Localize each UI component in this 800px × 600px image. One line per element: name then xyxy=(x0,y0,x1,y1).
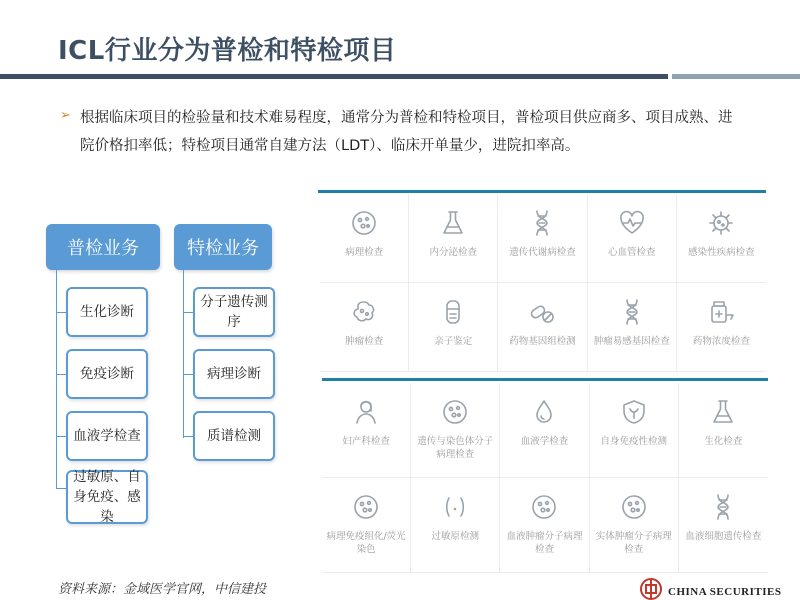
top-test-label: 病理检查 xyxy=(345,247,384,258)
tree-connector xyxy=(56,436,66,437)
bottom-test-cell xyxy=(411,383,500,478)
bottom-test-label: 遗传与染色体分子病理检查 xyxy=(417,436,494,460)
top-test-label: 遗传代谢病检查 xyxy=(509,247,576,258)
top-test-label: 感染性疾病检查 xyxy=(688,247,755,258)
special-item-pathology: 病理诊断 xyxy=(193,349,275,399)
flask-icon xyxy=(438,208,468,238)
special-item-molecular: 分子遗传测序 xyxy=(193,287,275,337)
top-test-label: 亲子鉴定 xyxy=(434,336,473,347)
logo-text-en: CHINA SECURITIES xyxy=(668,586,782,598)
bullet-text: 根据临床项目的检验量和技术难易程度，通常分为普检和特检项目，普检项目供应商多、项目成熟、进院价格扣率低；特检项目通常自建方法（LDT）、临床开单量少，进院扣率高。 xyxy=(80,110,733,154)
special-category: 特检业务 xyxy=(174,224,272,270)
general-item-biochem: 生化诊断 xyxy=(66,287,148,337)
bottom-test-cell xyxy=(411,478,500,573)
virus-icon xyxy=(706,208,736,238)
top-test-cell xyxy=(588,194,677,283)
top-test-cell xyxy=(409,194,498,283)
dna-icon xyxy=(617,297,647,327)
tree-connector xyxy=(56,488,66,489)
bottom-test-label: 血液学检查 xyxy=(520,436,569,447)
top-test-grid xyxy=(320,194,766,372)
bottom-panel-rule xyxy=(322,378,768,381)
top-test-cell xyxy=(498,283,587,372)
dna-icon xyxy=(708,492,738,522)
bullet-arrow-icon: ➢ xyxy=(60,108,71,123)
bottom-test-cell xyxy=(500,383,589,478)
top-test-label: 肿瘤检查 xyxy=(345,336,384,347)
tree-connector xyxy=(56,374,66,375)
bottom-test-cell xyxy=(590,383,679,478)
bottom-test-label: 血液细胞遗传检查 xyxy=(685,531,762,542)
cell-icon xyxy=(440,397,470,427)
heart-pulse-icon xyxy=(617,208,647,238)
top-test-cell xyxy=(409,283,498,372)
title-underline-accent xyxy=(672,74,800,79)
bottom-test-label: 血液肿瘤分子病理检查 xyxy=(506,531,583,555)
bottom-test-cell xyxy=(322,383,411,478)
top-test-cell xyxy=(677,283,766,372)
woman-icon xyxy=(351,397,381,427)
general-item-allergen: 过敏原、自身免疫、感染 xyxy=(66,470,148,524)
top-test-label: 药物基因组检测 xyxy=(509,336,576,347)
bottom-test-label: 妇产科检查 xyxy=(342,436,390,447)
cell-icon xyxy=(351,492,381,522)
tree-connector xyxy=(183,312,193,313)
bottom-test-cell xyxy=(679,383,768,478)
dna-icon xyxy=(527,208,557,238)
general-category: 普检业务 xyxy=(46,224,160,270)
citic-logo-icon xyxy=(640,578,662,600)
cell-icon xyxy=(349,208,379,238)
top-test-label: 药物浓度检查 xyxy=(692,336,750,347)
bottom-test-cell xyxy=(500,478,589,573)
top-test-cell xyxy=(320,194,409,283)
bottom-test-label: 过敏原检测 xyxy=(431,531,480,542)
pill-icon xyxy=(527,297,557,327)
tree-connector xyxy=(183,436,193,437)
bottom-test-cell xyxy=(679,478,768,573)
cell-icon xyxy=(619,492,649,522)
allergen-icon xyxy=(440,492,470,522)
test-tube-icon xyxy=(438,297,468,327)
title-underline xyxy=(0,74,668,79)
top-test-cell xyxy=(588,283,677,372)
tree-connector xyxy=(183,374,193,375)
top-test-cell xyxy=(498,194,587,283)
top-test-cell xyxy=(320,283,409,372)
special-item-mass-spec: 质谱检测 xyxy=(193,411,275,461)
tree-connector xyxy=(56,312,66,313)
general-item-immuno: 免疫诊断 xyxy=(66,349,148,399)
tumor-icon xyxy=(349,297,379,327)
medicine-bottle-icon xyxy=(706,297,736,327)
bottom-test-label: 实体肿瘤分子病理检查 xyxy=(595,531,672,555)
cell-icon xyxy=(529,492,559,522)
flask-icon xyxy=(708,397,738,427)
top-test-cell xyxy=(677,194,766,283)
source-note: 资料来源：金域医学官网，中信建投 xyxy=(58,582,267,597)
page-title: ICL行业分为普检和特检项目 xyxy=(58,36,397,66)
bottom-test-cell xyxy=(322,478,411,573)
general-tree-line xyxy=(56,270,57,488)
bottom-test-label: 生化检查 xyxy=(704,436,743,447)
top-test-label: 肿瘤易感基因检查 xyxy=(593,336,670,347)
bottom-test-label: 自身免疫性检测 xyxy=(600,436,667,447)
general-item-hematology: 血液学检查 xyxy=(66,411,148,461)
top-panel-rule xyxy=(318,190,766,193)
bottom-test-cell xyxy=(590,478,679,573)
special-tree-line xyxy=(183,270,184,438)
drop-icon xyxy=(529,397,559,427)
shield-icon xyxy=(619,397,649,427)
top-test-label: 心血管检查 xyxy=(607,247,656,258)
bottom-test-grid xyxy=(322,383,768,573)
bottom-test-label: 病理免疫组化/荧光染色 xyxy=(326,531,406,555)
top-test-label: 内分泌检查 xyxy=(429,247,478,258)
